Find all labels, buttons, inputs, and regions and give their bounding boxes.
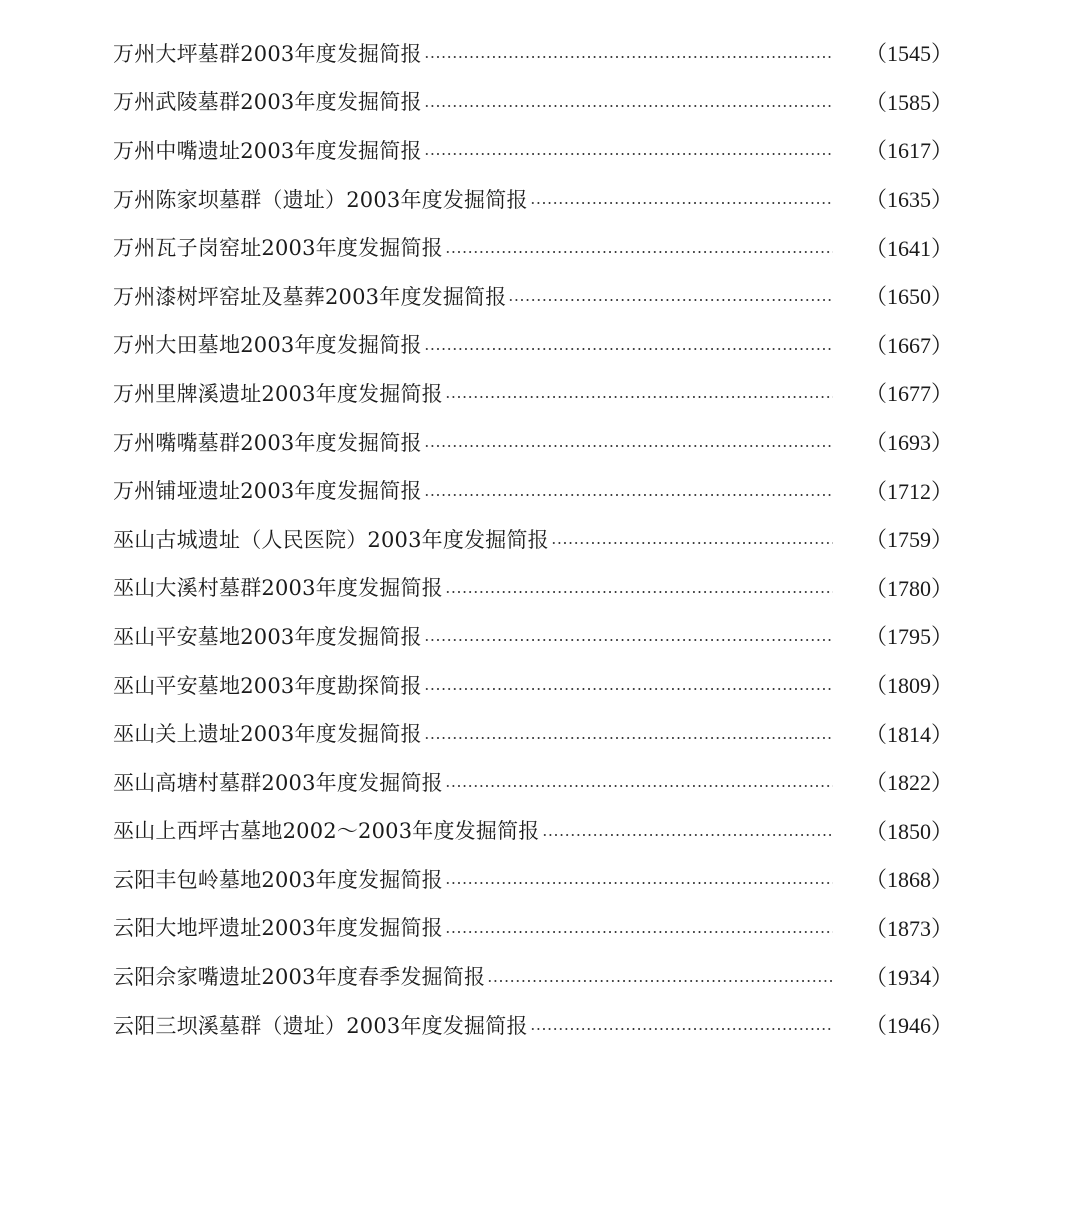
toc-entry-title: 万州铺垭遗址2003年度发掘简报 bbox=[113, 479, 422, 504]
toc-entry-page: （1780） bbox=[864, 575, 953, 601]
dot-leader bbox=[424, 153, 833, 155]
table-of-contents bbox=[113, 30, 953, 1050]
toc-entry-title: 云阳大地坪遗址2003年度发掘简报 bbox=[113, 916, 443, 941]
dot-leader bbox=[487, 980, 833, 982]
toc-entry[interactable] bbox=[113, 1002, 953, 1051]
toc-entry[interactable] bbox=[113, 953, 953, 1002]
toc-entry-page: （1850） bbox=[864, 818, 953, 844]
dot-leader bbox=[424, 737, 833, 739]
toc-entry[interactable] bbox=[113, 613, 953, 662]
toc-entry[interactable] bbox=[113, 79, 953, 128]
toc-entry[interactable] bbox=[113, 710, 953, 759]
toc-entry-title: 巫山大溪村墓群2003年度发掘简报 bbox=[113, 576, 443, 601]
toc-entry[interactable] bbox=[113, 467, 953, 516]
toc-entry-page: （1822） bbox=[864, 770, 953, 796]
dot-leader bbox=[424, 639, 833, 641]
dot-leader bbox=[445, 785, 833, 787]
toc-entry[interactable] bbox=[113, 176, 953, 225]
toc-entry-page: （1934） bbox=[864, 964, 953, 990]
toc-entry[interactable] bbox=[113, 127, 953, 176]
dot-leader bbox=[445, 251, 833, 253]
dot-leader bbox=[445, 882, 833, 884]
toc-entry-page: （1946） bbox=[864, 1013, 953, 1039]
dot-leader bbox=[424, 445, 833, 447]
toc-entry[interactable] bbox=[113, 565, 953, 614]
toc-entry-page: （1814） bbox=[864, 721, 953, 747]
toc-entry-page: （1641） bbox=[864, 235, 953, 261]
dot-leader bbox=[424, 348, 833, 350]
dot-leader bbox=[424, 688, 833, 690]
toc-entry-page: （1667） bbox=[864, 332, 953, 358]
dot-leader bbox=[424, 494, 833, 496]
toc-entry[interactable] bbox=[113, 30, 953, 79]
dot-leader bbox=[542, 834, 833, 836]
toc-entry-title: 万州陈家坝墓群（遗址）2003年度发掘简报 bbox=[113, 187, 528, 212]
toc-entry-title: 云阳佘家嘴遗址2003年度春季发掘简报 bbox=[113, 965, 486, 990]
toc-entry-title: 万州瓦子岗窑址2003年度发掘简报 bbox=[113, 236, 443, 261]
toc-entry-page: （1650） bbox=[864, 284, 953, 310]
toc-entry-title: 云阳丰包岭墓地2003年度发掘简报 bbox=[113, 867, 443, 892]
toc-entry-page: （1868） bbox=[864, 867, 953, 893]
dot-leader bbox=[445, 396, 833, 398]
toc-entry-title: 巫山平安墓地2003年度发掘简报 bbox=[113, 624, 422, 649]
toc-entry[interactable] bbox=[113, 224, 953, 273]
dot-leader bbox=[424, 105, 833, 107]
toc-entry-title: 巫山上西坪古墓地2002～2003年度发掘简报 bbox=[113, 819, 540, 844]
toc-entry[interactable] bbox=[113, 808, 953, 857]
toc-entry[interactable] bbox=[113, 905, 953, 954]
toc-entry-page: （1809） bbox=[864, 673, 953, 699]
toc-entry-page: （1693） bbox=[864, 430, 953, 456]
toc-entry-title: 巫山高塘村墓群2003年度发掘简报 bbox=[113, 770, 443, 795]
dot-leader bbox=[530, 1028, 833, 1030]
toc-entry-page: （1545） bbox=[864, 41, 953, 67]
dot-leader bbox=[424, 56, 833, 58]
toc-entry-title: 巫山平安墓地2003年度勘探简报 bbox=[113, 673, 422, 698]
toc-entry-title: 万州武陵墓群2003年度发掘简报 bbox=[113, 90, 422, 115]
toc-entry-title: 万州里牌溪遗址2003年度发掘简报 bbox=[113, 381, 443, 406]
dot-leader bbox=[508, 299, 833, 301]
dot-leader bbox=[530, 202, 833, 204]
toc-entry-page: （1635） bbox=[864, 187, 953, 213]
toc-entry-title: 万州嘴嘴墓群2003年度发掘简报 bbox=[113, 430, 422, 455]
toc-entry-page: （1759） bbox=[864, 527, 953, 553]
toc-entry-page: （1873） bbox=[864, 915, 953, 941]
toc-entry[interactable] bbox=[113, 759, 953, 808]
toc-entry[interactable] bbox=[113, 662, 953, 711]
toc-entry-page: （1617） bbox=[864, 138, 953, 164]
toc-entry[interactable] bbox=[113, 419, 953, 468]
dot-leader bbox=[551, 542, 833, 544]
toc-entry[interactable] bbox=[113, 856, 953, 905]
toc-entry[interactable] bbox=[113, 516, 953, 565]
toc-entry[interactable] bbox=[113, 273, 953, 322]
toc-entry-title: 万州中嘴遗址2003年度发掘简报 bbox=[113, 138, 422, 163]
toc-entry-page: （1795） bbox=[864, 624, 953, 650]
toc-entry-title: 万州大田墓地2003年度发掘简报 bbox=[113, 333, 422, 358]
toc-entry-title: 巫山关上遗址2003年度发掘简报 bbox=[113, 722, 422, 747]
toc-entry-page: （1712） bbox=[864, 478, 953, 504]
dot-leader bbox=[445, 591, 833, 593]
toc-entry-title: 万州大坪墓群2003年度发掘简报 bbox=[113, 41, 422, 66]
toc-entry-title: 云阳三坝溪墓群（遗址）2003年度发掘简报 bbox=[113, 1013, 528, 1038]
toc-entry-page: （1585） bbox=[864, 89, 953, 115]
toc-entry[interactable] bbox=[113, 322, 953, 371]
toc-entry-title: 万州漆树坪窑址及墓葬2003年度发掘简报 bbox=[113, 284, 507, 309]
toc-entry-title: 巫山古城遗址（人民医院）2003年度发掘简报 bbox=[113, 527, 549, 552]
dot-leader bbox=[445, 931, 833, 933]
toc-entry[interactable] bbox=[113, 370, 953, 419]
toc-entry-page: （1677） bbox=[864, 381, 953, 407]
